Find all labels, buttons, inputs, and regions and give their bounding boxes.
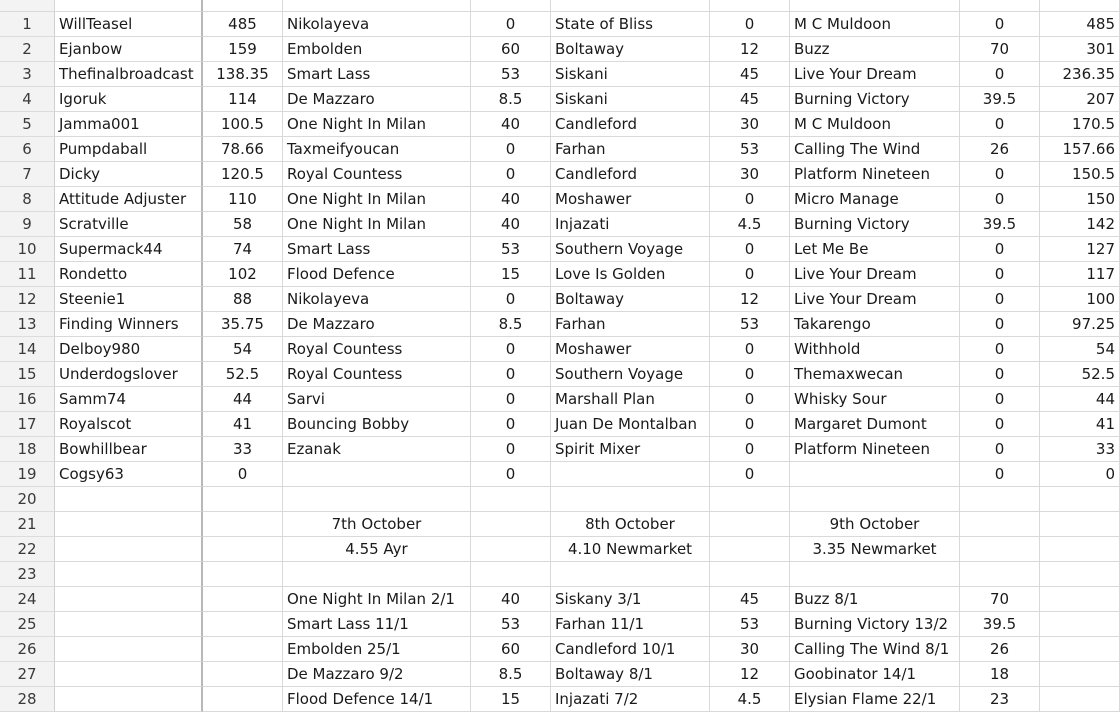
cell[interactable]: 33 [1040, 437, 1120, 462]
cell[interactable]: 0 [710, 337, 790, 362]
cell[interactable]: Igoruk [55, 87, 203, 112]
cell[interactable]: 0 [203, 462, 283, 487]
row-header[interactable]: 19 [0, 462, 55, 487]
cell[interactable] [283, 462, 471, 487]
cell[interactable] [55, 537, 203, 562]
cell[interactable]: Nikolayeva [283, 287, 471, 312]
row-header[interactable]: 1 [0, 12, 55, 37]
cell[interactable] [203, 537, 283, 562]
cell[interactable]: Supermack44 [55, 237, 203, 262]
cell[interactable]: 157.66 [1040, 137, 1120, 162]
cell[interactable] [55, 512, 203, 537]
cell[interactable]: 236.35 [1040, 62, 1120, 87]
cell[interactable]: WillTeasel [55, 12, 203, 37]
cell[interactable]: Burning Victory [790, 87, 960, 112]
cell[interactable]: 40 [471, 112, 551, 137]
cell[interactable]: Pumpdaball [55, 137, 203, 162]
cell[interactable]: Smart Lass 11/1 [283, 612, 471, 637]
cell[interactable]: 0 [960, 287, 1040, 312]
row-header[interactable]: 11 [0, 262, 55, 287]
cell[interactable] [551, 487, 710, 512]
cell[interactable]: 150 [1040, 187, 1120, 212]
cell[interactable]: 0 [471, 162, 551, 187]
cell[interactable] [551, 562, 710, 587]
cell[interactable]: Cogsy63 [55, 462, 203, 487]
cell[interactable] [283, 487, 471, 512]
cell[interactable]: Platform Nineteen [790, 162, 960, 187]
cell[interactable]: 0 [710, 262, 790, 287]
cell[interactable]: 0 [710, 387, 790, 412]
cell[interactable]: 4.5 [710, 687, 790, 712]
cell[interactable]: Steenie1 [55, 287, 203, 312]
column-top-d[interactable] [471, 0, 551, 12]
cell[interactable]: Scratville [55, 212, 203, 237]
row-header[interactable]: 14 [0, 337, 55, 362]
cell[interactable] [471, 562, 551, 587]
cell[interactable]: 45 [710, 87, 790, 112]
cell[interactable]: Royal Countess [283, 362, 471, 387]
cell[interactable]: 26 [960, 637, 1040, 662]
column-top-i[interactable] [1040, 0, 1120, 12]
cell[interactable] [471, 537, 551, 562]
column-top-f[interactable] [710, 0, 790, 12]
cell[interactable] [55, 612, 203, 637]
cell[interactable]: Bowhillbear [55, 437, 203, 462]
cell[interactable]: 0 [471, 137, 551, 162]
cell[interactable]: 0 [960, 412, 1040, 437]
cell[interactable]: 53 [471, 237, 551, 262]
cell[interactable]: 97.25 [1040, 312, 1120, 337]
cell[interactable]: Themaxwecan [790, 362, 960, 387]
row-header[interactable]: 10 [0, 237, 55, 262]
cell[interactable] [1040, 662, 1120, 687]
cell[interactable]: 0 [710, 437, 790, 462]
cell[interactable]: 4.10 Newmarket [551, 537, 710, 562]
cell[interactable]: Samm74 [55, 387, 203, 412]
cell[interactable]: 0 [960, 337, 1040, 362]
cell[interactable]: 15 [471, 262, 551, 287]
cell[interactable]: Southern Voyage [551, 237, 710, 262]
cell[interactable]: 0 [960, 262, 1040, 287]
cell[interactable] [1040, 612, 1120, 637]
cell[interactable]: 39.5 [960, 87, 1040, 112]
cell[interactable]: 127 [1040, 237, 1120, 262]
cell[interactable] [710, 537, 790, 562]
cell[interactable]: 114 [203, 87, 283, 112]
cell[interactable] [471, 487, 551, 512]
cell[interactable]: Elysian Flame 22/1 [790, 687, 960, 712]
row-header[interactable]: 7 [0, 162, 55, 187]
cell[interactable]: Withhold [790, 337, 960, 362]
cell[interactable]: 88 [203, 287, 283, 312]
cell[interactable]: 0 [960, 12, 1040, 37]
cell[interactable]: 35.75 [203, 312, 283, 337]
cell[interactable] [203, 512, 283, 537]
cell[interactable]: 78.66 [203, 137, 283, 162]
cell[interactable]: Moshawer [551, 337, 710, 362]
row-header[interactable]: 13 [0, 312, 55, 337]
cell[interactable]: 53 [710, 137, 790, 162]
cell[interactable] [1040, 637, 1120, 662]
cell[interactable]: 159 [203, 37, 283, 62]
column-top-a[interactable] [55, 0, 203, 12]
cell[interactable]: 0 [960, 112, 1040, 137]
cell[interactable]: 39.5 [960, 212, 1040, 237]
cell[interactable] [710, 487, 790, 512]
cell[interactable]: Moshawer [551, 187, 710, 212]
cell[interactable]: Siskany 3/1 [551, 587, 710, 612]
column-top-g[interactable] [790, 0, 960, 12]
cell[interactable]: Burning Victory [790, 212, 960, 237]
cell[interactable]: 41 [203, 412, 283, 437]
cell[interactable]: 485 [1040, 12, 1120, 37]
row-header[interactable]: 16 [0, 387, 55, 412]
cell[interactable]: Goobinator 14/1 [790, 662, 960, 687]
cell[interactable] [790, 487, 960, 512]
cell[interactable]: 40 [471, 587, 551, 612]
cell[interactable]: 110 [203, 187, 283, 212]
cell[interactable]: 0 [710, 412, 790, 437]
cell[interactable]: Boltaway 8/1 [551, 662, 710, 687]
cell[interactable]: 52.5 [1040, 362, 1120, 387]
cell[interactable]: 0 [960, 362, 1040, 387]
cell[interactable]: Southern Voyage [551, 362, 710, 387]
cell[interactable]: 117 [1040, 262, 1120, 287]
cell[interactable]: Bouncing Bobby [283, 412, 471, 437]
cell[interactable]: Margaret Dumont [790, 412, 960, 437]
cell[interactable]: Ezanak [283, 437, 471, 462]
cell[interactable]: 142 [1040, 212, 1120, 237]
cell[interactable]: Candleford [551, 162, 710, 187]
cell[interactable]: Flood Defence [283, 262, 471, 287]
cell[interactable]: 74 [203, 237, 283, 262]
cell[interactable]: 170.5 [1040, 112, 1120, 137]
cell[interactable] [790, 462, 960, 487]
cell[interactable]: 0 [471, 412, 551, 437]
cell[interactable]: 60 [471, 637, 551, 662]
cell[interactable]: De Mazzaro [283, 87, 471, 112]
cell[interactable]: Flood Defence 14/1 [283, 687, 471, 712]
cell[interactable]: Live Your Dream [790, 62, 960, 87]
cell[interactable]: 8th October [551, 512, 710, 537]
cell[interactable]: 41 [1040, 412, 1120, 437]
row-header[interactable]: 21 [0, 512, 55, 537]
cell[interactable] [55, 662, 203, 687]
cell[interactable]: Farhan [551, 137, 710, 162]
cell[interactable]: Underdogslover [55, 362, 203, 387]
cell[interactable]: Siskani [551, 87, 710, 112]
cell[interactable]: One Night In Milan [283, 187, 471, 212]
cell[interactable]: 0 [710, 237, 790, 262]
cell[interactable]: Smart Lass [283, 237, 471, 262]
cell[interactable]: 0 [960, 187, 1040, 212]
cell[interactable]: 0 [710, 187, 790, 212]
cell[interactable] [203, 487, 283, 512]
cell[interactable]: 485 [203, 12, 283, 37]
cell[interactable]: Thefinalbroadcast [55, 62, 203, 87]
cell[interactable]: 0 [1040, 462, 1120, 487]
cell[interactable]: One Night In Milan [283, 112, 471, 137]
cell[interactable]: Calling The Wind [790, 137, 960, 162]
cell[interactable]: Attitude Adjuster [55, 187, 203, 212]
row-header[interactable]: 27 [0, 662, 55, 687]
cell[interactable]: 301 [1040, 37, 1120, 62]
cell[interactable]: Let Me Be [790, 237, 960, 262]
cell[interactable]: 0 [960, 462, 1040, 487]
cell[interactable] [960, 487, 1040, 512]
cell[interactable]: Buzz 8/1 [790, 587, 960, 612]
cell[interactable]: Boltaway [551, 37, 710, 62]
cell[interactable]: De Mazzaro 9/2 [283, 662, 471, 687]
cell[interactable]: Calling The Wind 8/1 [790, 637, 960, 662]
cell[interactable]: 0 [960, 312, 1040, 337]
cell[interactable]: 30 [710, 162, 790, 187]
cell[interactable]: 8.5 [471, 662, 551, 687]
cell[interactable]: Juan De Montalban [551, 412, 710, 437]
cell[interactable]: Candleford 10/1 [551, 637, 710, 662]
cell[interactable]: 0 [960, 387, 1040, 412]
cell[interactable]: 0 [960, 437, 1040, 462]
cell[interactable]: 4.5 [710, 212, 790, 237]
cell[interactable] [283, 562, 471, 587]
cell[interactable]: 52.5 [203, 362, 283, 387]
cell[interactable]: 12 [710, 37, 790, 62]
cell[interactable]: 207 [1040, 87, 1120, 112]
cell[interactable]: 8.5 [471, 312, 551, 337]
cell[interactable]: M C Muldoon [790, 12, 960, 37]
cell[interactable]: Boltaway [551, 287, 710, 312]
row-header[interactable]: 24 [0, 587, 55, 612]
cell[interactable]: 44 [1040, 387, 1120, 412]
cell[interactable] [1040, 562, 1120, 587]
cell[interactable]: Jamma001 [55, 112, 203, 137]
cell[interactable] [1040, 587, 1120, 612]
cell[interactable]: 0 [471, 12, 551, 37]
cell[interactable]: 7th October [283, 512, 471, 537]
cell[interactable]: 0 [471, 362, 551, 387]
cell[interactable] [710, 562, 790, 587]
cell[interactable]: Live Your Dream [790, 287, 960, 312]
column-top-b[interactable] [203, 0, 283, 12]
cell[interactable]: Live Your Dream [790, 262, 960, 287]
row-header[interactable]: 18 [0, 437, 55, 462]
cell[interactable]: 53 [471, 62, 551, 87]
cell[interactable]: 54 [203, 337, 283, 362]
cell[interactable]: Taxmeifyoucan [283, 137, 471, 162]
row-header[interactable]: 5 [0, 112, 55, 137]
cell[interactable]: 0 [471, 437, 551, 462]
cell[interactable]: Burning Victory 13/2 [790, 612, 960, 637]
cell[interactable]: 100.5 [203, 112, 283, 137]
cell[interactable]: 120.5 [203, 162, 283, 187]
cell[interactable]: Royal Countess [283, 162, 471, 187]
cell[interactable]: 9th October [790, 512, 960, 537]
cell[interactable]: Finding Winners [55, 312, 203, 337]
cell[interactable]: Farhan 11/1 [551, 612, 710, 637]
cell[interactable]: 0 [960, 237, 1040, 262]
cell[interactable]: Royalscot [55, 412, 203, 437]
cell[interactable]: 3.35 Newmarket [790, 537, 960, 562]
corner-cell[interactable] [0, 0, 55, 12]
cell[interactable]: 54 [1040, 337, 1120, 362]
cell[interactable] [203, 587, 283, 612]
cell[interactable]: 0 [471, 387, 551, 412]
column-top-h[interactable] [960, 0, 1040, 12]
cell[interactable]: Platform Nineteen [790, 437, 960, 462]
cell[interactable] [203, 562, 283, 587]
column-top-e[interactable] [551, 0, 710, 12]
cell[interactable]: 40 [471, 212, 551, 237]
cell[interactable]: Spirit Mixer [551, 437, 710, 462]
cell[interactable]: Smart Lass [283, 62, 471, 87]
cell[interactable]: 53 [710, 312, 790, 337]
cell[interactable]: 12 [710, 662, 790, 687]
cell[interactable]: State of Bliss [551, 12, 710, 37]
cell[interactable]: 0 [471, 337, 551, 362]
cell[interactable] [55, 637, 203, 662]
cell[interactable]: One Night In Milan 2/1 [283, 587, 471, 612]
cell[interactable] [960, 512, 1040, 537]
cell[interactable] [55, 687, 203, 712]
cell[interactable]: 150.5 [1040, 162, 1120, 187]
cell[interactable]: 0 [471, 462, 551, 487]
cell[interactable]: Injazati 7/2 [551, 687, 710, 712]
cell[interactable] [960, 537, 1040, 562]
cell[interactable]: Delboy980 [55, 337, 203, 362]
cell[interactable]: 0 [960, 62, 1040, 87]
cell[interactable] [1040, 487, 1120, 512]
cell[interactable]: 102 [203, 262, 283, 287]
cell[interactable]: 12 [710, 287, 790, 312]
cell[interactable]: Buzz [790, 37, 960, 62]
cell[interactable]: Dicky [55, 162, 203, 187]
cell[interactable]: Embolden [283, 37, 471, 62]
cell[interactable]: 30 [710, 112, 790, 137]
cell[interactable]: 0 [960, 162, 1040, 187]
cell[interactable]: Takarengo [790, 312, 960, 337]
cell[interactable]: 0 [471, 287, 551, 312]
cell[interactable]: 138.35 [203, 62, 283, 87]
row-header[interactable]: 2 [0, 37, 55, 62]
cell[interactable]: 58 [203, 212, 283, 237]
column-top-c[interactable] [283, 0, 471, 12]
cell[interactable]: De Mazzaro [283, 312, 471, 337]
cell[interactable]: 53 [710, 612, 790, 637]
cell[interactable] [1040, 512, 1120, 537]
cell[interactable]: M C Muldoon [790, 112, 960, 137]
cell[interactable]: Nikolayeva [283, 12, 471, 37]
cell[interactable]: Marshall Plan [551, 387, 710, 412]
cell[interactable]: 53 [471, 612, 551, 637]
cell[interactable]: 44 [203, 387, 283, 412]
cell[interactable]: Love Is Golden [551, 262, 710, 287]
cell[interactable]: Candleford [551, 112, 710, 137]
cell[interactable]: 70 [960, 37, 1040, 62]
cell[interactable]: 30 [710, 637, 790, 662]
cell[interactable]: 0 [710, 462, 790, 487]
cell[interactable] [203, 612, 283, 637]
cell[interactable]: Micro Manage [790, 187, 960, 212]
cell[interactable]: 100 [1040, 287, 1120, 312]
cell[interactable]: Whisky Sour [790, 387, 960, 412]
cell[interactable]: One Night In Milan [283, 212, 471, 237]
cell[interactable]: Royal Countess [283, 337, 471, 362]
cell[interactable] [551, 462, 710, 487]
cell[interactable]: 39.5 [960, 612, 1040, 637]
cell[interactable] [55, 487, 203, 512]
row-header[interactable]: 26 [0, 637, 55, 662]
cell[interactable]: 15 [471, 687, 551, 712]
row-header[interactable]: 28 [0, 687, 55, 712]
cell[interactable] [1040, 537, 1120, 562]
cell[interactable] [790, 562, 960, 587]
cell[interactable] [960, 562, 1040, 587]
cell[interactable]: Rondetto [55, 262, 203, 287]
row-header[interactable]: 3 [0, 62, 55, 87]
cell[interactable]: 70 [960, 587, 1040, 612]
row-header[interactable]: 4 [0, 87, 55, 112]
cell[interactable]: 33 [203, 437, 283, 462]
row-header[interactable]: 20 [0, 487, 55, 512]
cell[interactable]: 4.55 Ayr [283, 537, 471, 562]
cell[interactable] [203, 687, 283, 712]
cell[interactable]: Sarvi [283, 387, 471, 412]
cell[interactable]: 8.5 [471, 87, 551, 112]
cell[interactable] [471, 512, 551, 537]
cell[interactable]: 45 [710, 62, 790, 87]
row-header[interactable]: 12 [0, 287, 55, 312]
cell[interactable]: 40 [471, 187, 551, 212]
row-header[interactable]: 25 [0, 612, 55, 637]
cell[interactable]: 60 [471, 37, 551, 62]
cell[interactable] [55, 587, 203, 612]
cell[interactable]: Embolden 25/1 [283, 637, 471, 662]
cell[interactable]: Farhan [551, 312, 710, 337]
cell[interactable]: 18 [960, 662, 1040, 687]
cell[interactable]: Injazati [551, 212, 710, 237]
row-header[interactable]: 9 [0, 212, 55, 237]
row-header[interactable]: 23 [0, 562, 55, 587]
row-header[interactable]: 15 [0, 362, 55, 387]
cell[interactable]: 45 [710, 587, 790, 612]
cell[interactable]: Ejanbow [55, 37, 203, 62]
row-header[interactable]: 22 [0, 537, 55, 562]
cell[interactable] [1040, 687, 1120, 712]
cell[interactable]: Siskani [551, 62, 710, 87]
cell[interactable]: 0 [710, 362, 790, 387]
cell[interactable]: 26 [960, 137, 1040, 162]
cell[interactable]: 23 [960, 687, 1040, 712]
cell[interactable]: 0 [710, 12, 790, 37]
row-header[interactable]: 17 [0, 412, 55, 437]
cell[interactable] [55, 562, 203, 587]
cell[interactable] [203, 637, 283, 662]
cell[interactable] [203, 662, 283, 687]
row-header[interactable]: 6 [0, 137, 55, 162]
cell[interactable] [710, 512, 790, 537]
row-header[interactable]: 8 [0, 187, 55, 212]
